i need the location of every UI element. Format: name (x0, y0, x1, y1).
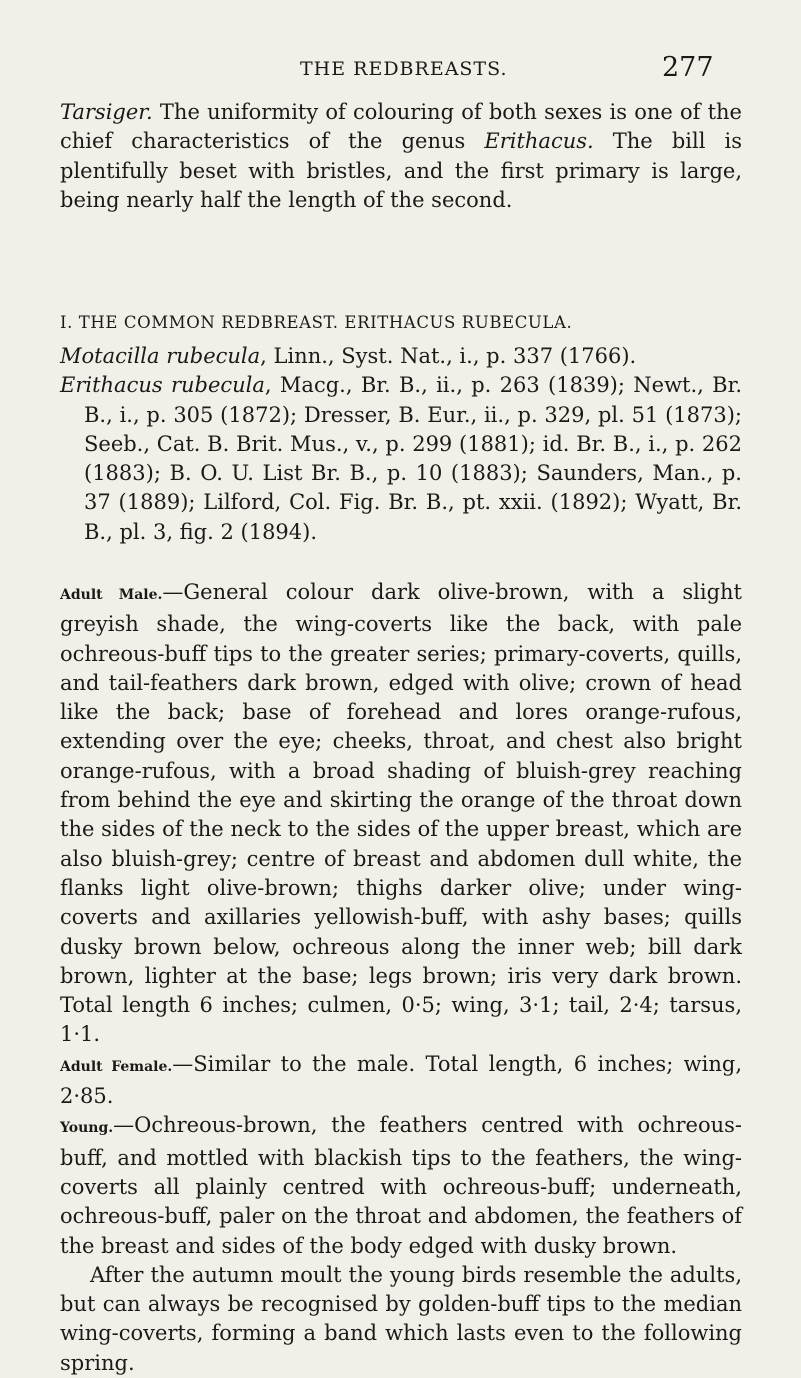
page-number: 277 (662, 52, 714, 83)
synonymy (60, 342, 742, 547)
intro-text-1: The uniformity of colouring of both sexes is one of the chief characteristics of the genus (60, 100, 742, 154)
adult-female-text: —Similar to the male. Total length, 6 inches; wing, 2·85. (60, 1051, 742, 1109)
synonym-citation: , Linn., Syst. Nat., i., p. 337 (1766). (260, 344, 637, 368)
synonym-entry (60, 371, 742, 547)
intro-text-2: The bill is plentifully beset with bristles, and the first primary is large, being nearly half the length of the second. (60, 129, 742, 212)
intro-paragraph (60, 98, 742, 215)
adult-female-label: Adult Female. (60, 1058, 173, 1075)
species-heading: I. THE COMMON REDBREAST. ERITHACUS RUBECULA. (60, 313, 573, 332)
adult-male-text: —General colour dark olive-brown, with a slight greyish shade, the wing-coverts like the back, with pale ochreous-buff tips to the greater series; primary-coverts, quills, and tail-feathers dark brown, edged with olive; crown of head like the back; base of forehead and lores orange-rufous, extending over the eye; cheeks, throat, and chest also bright orange-rufous, with a broad shading of bluish-grey reaching from behind the eye and skirting the orange of the throat down the sides of the neck to the sides of the upper breast, which are also bluish-grey; centre of breast and abdomen dull white, the flanks light olive-brown; thighs darker olive; under wing-coverts and axillaries yellowish-buff, with ashy bases; quills dusky brown below, ochreous along the inner web; bill dark brown, lighter at the base; legs brown; iris very dark brown. Total length 6 inches; culmen, 0·5; wing, 3·1; tail, 2·4; tarsus, 1·1. (60, 580, 742, 1047)
synonym-name: Erithacus rubecula (60, 373, 265, 398)
after-moult-paragraph: After the autumn moult the young birds resemble the adults, but can always be recognised by golden-buff tips to the median wing-coverts, forming a band which lasts even to the following spring. (60, 1262, 742, 1375)
running-head: THE REDBREASTS. (300, 58, 508, 80)
description (60, 578, 742, 1378)
young-label: Young. (60, 1120, 114, 1137)
young-text: —Ochreous-brown, the feathers centred with ochreous-buff, and mottled with blackish tips to the feathers, the wing-coverts all plainly centred with ochreous-buff; underneath, ochreous-buff, paler on the throat and abdomen, the feathers of the breast and sides of the body edged with dusky brown. (60, 1113, 742, 1258)
genus-reference: Tarsiger. (60, 100, 153, 124)
genus-name: Erithacus. (484, 129, 594, 154)
adult-female-paragraph (60, 1050, 742, 1112)
synonym-name: Motacilla rubecula (60, 344, 261, 368)
adult-male-label: Adult Male. (60, 587, 163, 603)
adult-male-paragraph (60, 578, 742, 1050)
synonym-entry (60, 342, 742, 371)
young-paragraph (60, 1111, 742, 1260)
synonym-citation: , Macg., Br. B., ii., p. 263 (1839); Newt., Br. B., i., p. 305 (1872); Dresser, B. Eur., ii., p. 329, pl. 51 (1873); Seeb., Cat. B. Brit. Mus., v., p. 299 (1881); id. Br. B., i., p. 262 (1883); B. O. U. List Br. B., p. 10 (1883); Saunders, Man., p. 37 (1889); Lilford, Col. Fig. Br. B., pt. xxii. (1892); Wyatt, Br. B., pl. 3, fig. 2 (1894). (84, 373, 743, 544)
